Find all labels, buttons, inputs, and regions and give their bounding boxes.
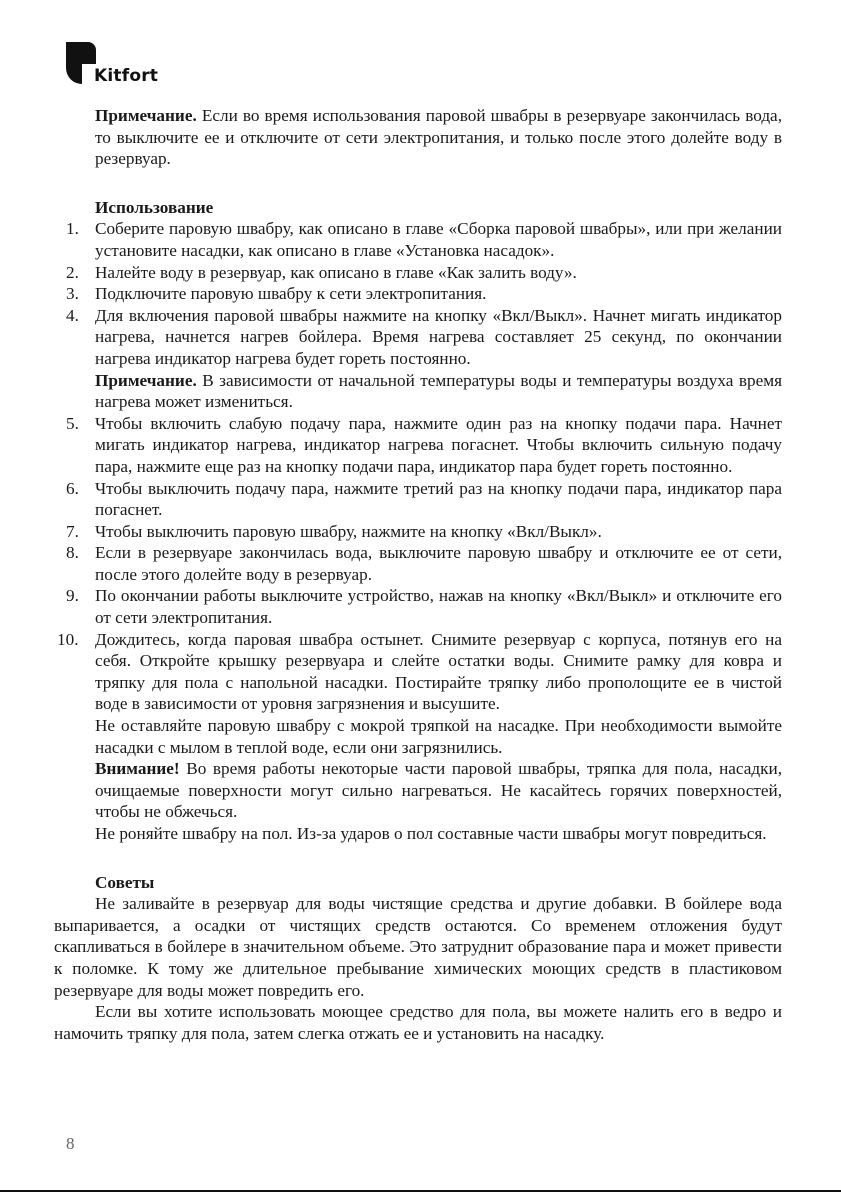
tips-paragraph: Если вы хотите использовать моющее средство для пола, вы можете налить его в ведро и намочить тряпку для пола, затем слегка отжать ее и установить на насадку. [54, 1002, 782, 1043]
kitfort-logo [64, 40, 174, 90]
list-item [54, 521, 782, 543]
step-number: 9. [66, 586, 79, 606]
warning-text: Во время работы некоторые части паровой швабры, тряпка для пола, насадки, очищаемые поверхности могут сильно нагреваться. Не касайтесь горячих поверхностей, чтобы не обжечься. [95, 759, 782, 822]
step-text: Подключите паровую швабру к сети электропитания. [95, 284, 487, 304]
note-text: Если во время использования паровой швабры в резервуаре закончилась вода, то выключите ее и отключите от сети электропитания, и только после этого долейте воду в резервуар. [95, 106, 782, 169]
warning-label: Внимание! [95, 759, 180, 779]
list-item [54, 629, 782, 845]
page-number: 8 [66, 1134, 75, 1153]
step-text: Чтобы включить слабую подачу пара, нажмите один раз на кнопку подачи пара. Начнет мигать индикатор нагрева, индикатор нагрева погаснет. Чтобы включить сильную подачу пара, нажмите еще раз на кнопку подачи пара, индикатор пара будет гореть постоянно. [95, 413, 782, 476]
usage-heading: Использование [95, 197, 214, 217]
warning-paragraph [95, 758, 782, 823]
step-text: Налейте воду в резервуар, как описано в главе «Как залить воду». [95, 262, 577, 282]
step-note [95, 370, 782, 413]
list-item [54, 478, 782, 521]
step-text: Соберите паровую швабру, как описано в главе «Сборка паровой швабры», или при желании установите насадки, как описано в главе «Установка насадок». [95, 219, 782, 260]
step-text: Не роняйте швабру на пол. Из-за ударов о пол составные части швабры могут повредиться. [95, 824, 767, 843]
step-number: 1. [66, 219, 79, 239]
step-number: 5. [66, 413, 79, 433]
usage-steps [54, 218, 782, 844]
list-item [54, 585, 782, 628]
list-item [54, 542, 782, 585]
brand-name: Kitfort [94, 66, 159, 86]
step-note-text: В зависимости от начальной температуры воды и температуры воздуха время нагрева может измениться. [95, 370, 782, 412]
note-label: Примечание. [95, 106, 197, 125]
step-text: Если в резервуаре закончилась вода, выключите паровую швабру и отключите ее от сети, после этого долейте воду в резервуар. [95, 543, 782, 584]
step-number: 2. [66, 262, 79, 282]
step-number: 7. [66, 521, 79, 541]
bottom-divider [0, 1190, 841, 1192]
step-text: Чтобы выключить подачу пара, нажмите третий раз на кнопку подачи пара, индикатор пара погаснет. [95, 478, 782, 520]
step-text: По окончании работы выключите устройство, нажав на кнопку «Вкл/Выкл» и отключите его от сети электропитания. [95, 586, 782, 628]
list-item [54, 262, 782, 284]
list-item [54, 283, 782, 305]
step-text: Чтобы выключить паровую швабру, нажмите на кнопку «Вкл/Выкл». [95, 521, 602, 541]
step-text: Для включения паровой швабры нажмите на кнопку «Вкл/Выкл». Начнет мигать индикатор нагрева, начнется нагрев бойлера. Время нагрева составляет 25 секунд, по окончании нагрева индикатор нагрева будет гореть постоянно. [95, 305, 782, 368]
step-note-label: Примечание. [95, 370, 197, 390]
step-number: 10. [57, 629, 79, 649]
kitfort-logo-icon [64, 40, 98, 86]
tips-heading: Советы [95, 872, 155, 892]
step-number: 8. [66, 543, 79, 563]
note-paragraph [54, 105, 782, 170]
step-text: Дождитесь, когда паровая швабра остынет. Снимите резервуар с корпуса, потянув его на себя. Откройте крышку резервуара и слейте остатки воды. Снимите рамку для ковра и тряпку для пола с напольной насадки. Постирайте тряпку либо прополощите ее в чистой воде в зависимости от уровня загрязнения и высушите. [95, 629, 782, 714]
page-content [54, 105, 782, 1044]
list-item [54, 218, 782, 261]
step-number: 3. [66, 284, 79, 304]
step-text: Не оставляйте паровую швабру с мокрой тряпкой на насадке. При необходимости вымойте насадки с мылом в теплой воде, если они загрязнились. [95, 716, 782, 757]
step-number: 6. [66, 478, 79, 498]
list-item [54, 413, 782, 478]
step-number: 4. [66, 305, 79, 325]
list-item [54, 305, 782, 413]
tips-paragraph: Не заливайте в резервуар для воды чистящие средства и другие добавки. В бойлере вода выпаривается, а осадки от чистящих средств остаются. Со временем отложения будут скапливаться в бойлере в значительном объеме. Это затруднит образование пара и может привести к поломке. К тому же длительное пребывание химических моющих средств в пластиковом резервуаре для воды может повредить его. [54, 894, 782, 1000]
